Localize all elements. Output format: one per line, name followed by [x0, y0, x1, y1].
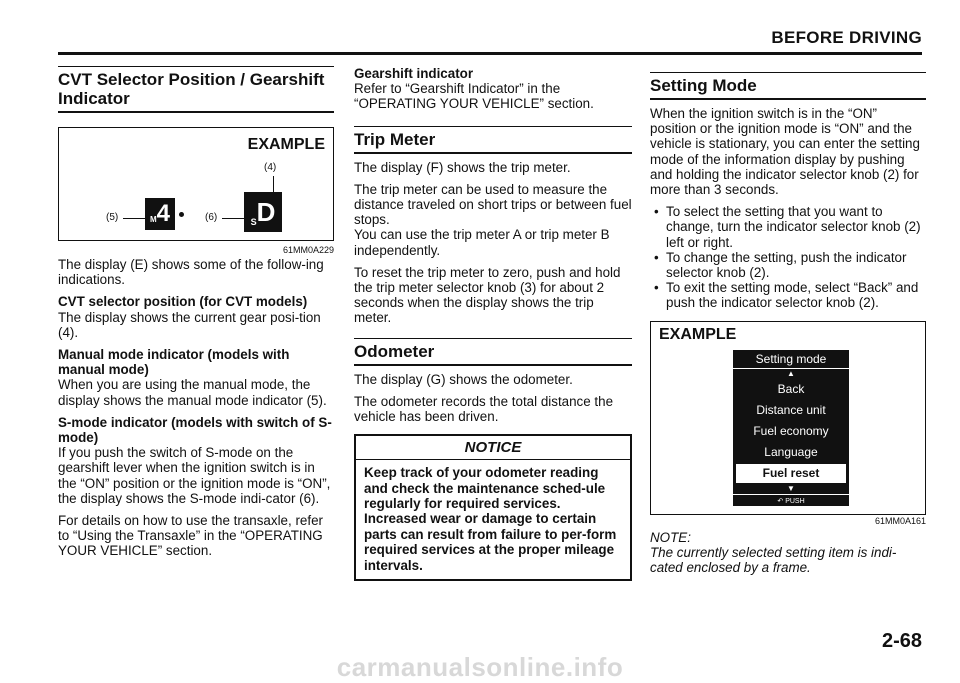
dot-icon — [179, 212, 184, 217]
manual-mode-gauge — [145, 198, 175, 230]
page-number: 2-68 — [881, 630, 922, 652]
callout-6: (6) — [205, 212, 218, 223]
setting-mode-steps — [650, 204, 926, 310]
smode-paragraph — [58, 415, 334, 506]
cvt-selector-paragraph — [58, 294, 334, 340]
callout-5-leader — [123, 218, 145, 219]
example-figure-setting — [650, 321, 926, 515]
odometer-p2: The odometer records the total distance the vehicle has been driven. — [354, 393, 614, 425]
setting-mode-heading: Setting Mode — [650, 72, 926, 100]
notice-body: Keep track of your odometer reading and check the maintenance sched-ule regularly for required services. Increased wear or damage to certain parts can result from failure to per-form required services at the proper mileage intervals. — [364, 465, 617, 573]
cvt-selector-subhead: CVT selector position (for CVT models) — [58, 294, 308, 310]
trip-meter-heading: Trip Meter — [354, 126, 632, 154]
down-arrow-icon: ▼ — [787, 483, 795, 493]
menu-item-distance-unit: Distance unit — [756, 402, 826, 417]
smode-body: If you push the switch of S-mode on the gearshift lever when the ignition switch is in the “ON” position or the ignition mode is “ON”, the display shows the S-mode indi-cator (6). — [58, 445, 331, 506]
gearshift-body: Refer to “Gearshift Indicator” in the “OPERATING YOUR VEHICLE” section. — [354, 81, 594, 112]
smode-subhead: S-mode indicator (models with switch of S-mode) — [58, 414, 332, 446]
watermark: carmanualsonline.info — [336, 652, 624, 682]
screen-title: Setting mode — [733, 350, 849, 369]
odometer-p1: The display (G) shows the odometer. — [354, 371, 573, 387]
callout-5: (5) — [106, 212, 119, 223]
note-body: The currently selected setting item is indi-cated enclosed by a frame. — [650, 544, 897, 576]
manual-mode-body: When you are using the manual mode, the display shows the manual mode indicator (5). — [58, 377, 327, 408]
cvt-selector-body: The display shows the current gear posi-tion (4). — [58, 309, 321, 340]
odometer-heading: Odometer — [354, 338, 632, 366]
trip-meter-p3: You can use the trip meter A or trip meter B independently. — [354, 227, 610, 258]
trip-meter-p4: To reset the trip meter to zero, push and hold the trip meter selector knob (3) for about 2 seconds when the display shows the trip meter. — [354, 264, 621, 326]
manual-gear-number: 4 — [156, 200, 171, 227]
column-1 — [58, 66, 334, 566]
setting-mode-intro: When the ignition switch is in the “ON” position or the ignition mode is “ON” and the vehicle is stationary, you can enter the setting mode of the information display by pushing and holding the indicator selector knob (2) for more than 3 seconds. — [650, 106, 920, 198]
smode-letter: S — [250, 217, 257, 227]
column-2 — [354, 66, 632, 581]
column-3 — [650, 66, 926, 582]
manual-mode-subhead: Manual mode indicator (models with manual mode) — [58, 347, 290, 378]
figure-code: 61MM0A161 — [874, 515, 926, 526]
callout-4-leader — [273, 176, 274, 192]
callout-6-leader — [222, 218, 244, 219]
list-item: • To exit the setting mode, select “Back” and push the indicator selector knob (2). — [650, 280, 926, 310]
trip-meter-p1: The display (F) shows the trip meter. — [354, 159, 571, 175]
trip-meter-p2: The trip meter can be used to measure the distance traveled on short trips or between fuel stops. — [354, 181, 632, 228]
setting-mode-screen — [733, 350, 849, 506]
menu-item-language: Language — [764, 444, 818, 459]
menu-item-fuel-reset: Fuel reset — [736, 464, 846, 483]
gearshift-paragraph — [354, 66, 632, 112]
example-figure-gear — [58, 127, 334, 241]
menu-item-back: Back — [777, 381, 805, 396]
notice-title: NOTICE — [356, 436, 630, 460]
transaxle-details: For details on how to use the transaxle, refer to “Using the Transaxle” in the “OPERATING YOUR VEHICLE” section. — [58, 513, 323, 559]
callout-4: (4) — [264, 162, 277, 173]
push-label: PUSH — [785, 497, 805, 505]
notice-box — [354, 434, 632, 581]
knob-icon: ↶ — [777, 497, 784, 505]
screen-footer — [733, 494, 849, 509]
note-label: NOTE: — [650, 529, 691, 545]
manual-mode-letter: M — [149, 215, 157, 224]
smode-gear-letter: D — [256, 197, 276, 227]
example-label: EXAMPLE — [247, 136, 325, 153]
menu-item-fuel-economy: Fuel economy — [753, 423, 829, 438]
gearshift-subhead: Gearshift indicator — [354, 66, 474, 81]
smode-gauge — [244, 192, 282, 232]
header-rule — [58, 52, 922, 55]
example-label: EXAMPLE — [659, 325, 737, 343]
section-header: BEFORE DRIVING — [771, 28, 922, 47]
cvt-indicator-heading: CVT Selector Position / Gearshift Indicator — [58, 66, 334, 113]
up-arrow-icon: ▲ — [787, 368, 795, 378]
figure-code: 61MM0A229 — [282, 245, 334, 255]
manual-mode-paragraph — [58, 347, 334, 408]
intro-text: The display (E) shows some of the follow-ing indications. — [58, 257, 324, 288]
list-item: • To select the setting that you want to change, turn the indicator selector knob (2) left or right. — [650, 204, 926, 250]
note-paragraph — [650, 530, 926, 576]
list-item: • To change the setting, push the indicator selector knob (2). — [650, 250, 926, 280]
